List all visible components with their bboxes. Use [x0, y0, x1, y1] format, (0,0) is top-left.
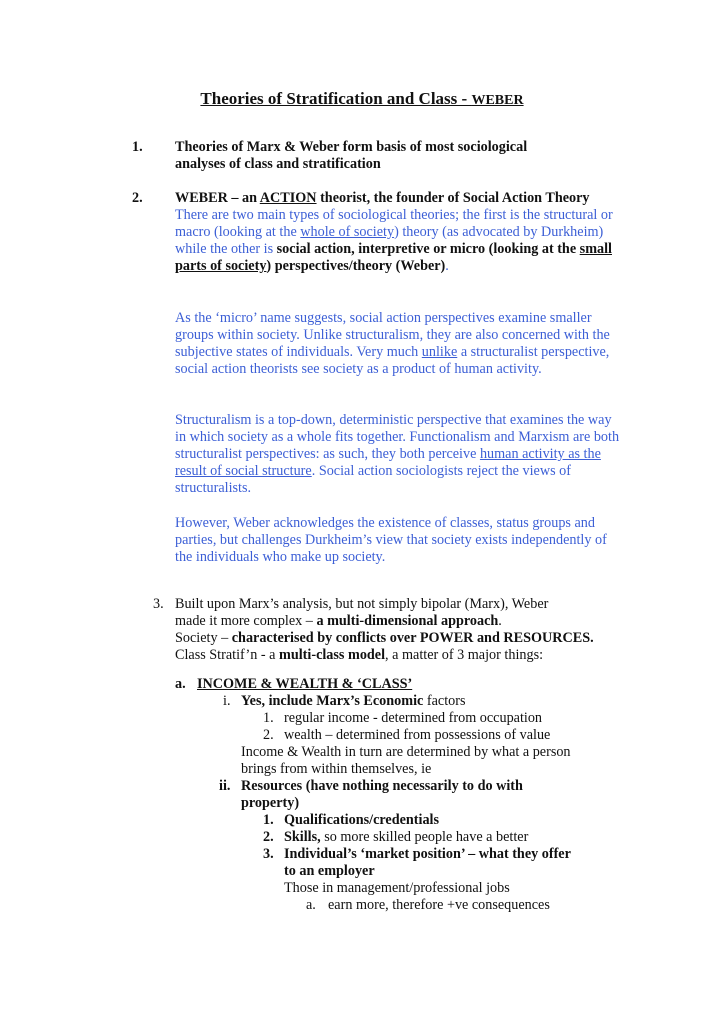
sub-ii-number: ii.	[219, 778, 231, 794]
p1-bold-a: social action, interpretive or micro (looking at the	[276, 241, 580, 257]
sub-i-para-2: brings from within themselves, ie	[241, 761, 432, 777]
item-1-line-2: analyses of class and stratification	[175, 156, 381, 172]
sub-ii-line-2: property)	[241, 795, 300, 811]
item-3-line-1: Built upon Marx’s analysis, but not simply bipolar (Marx), Weber	[175, 596, 549, 612]
sub-i-rest: factors	[423, 693, 466, 709]
title-main: Theories of Stratification and Class -	[200, 89, 472, 108]
p3-a: Structuralism is a top-down, deterministic perspective that examines the way in which society as a whole fits together. Functionalism and Marxism are both structuralist perspectives: as such, they both perceive	[175, 412, 620, 462]
l2-c: .	[498, 613, 502, 629]
p1-a: There are two main types of sociological theories; the first is the structural or macro (looking at the	[175, 207, 613, 240]
sub-i-bold: Yes, include Marx’s Economic	[241, 693, 424, 709]
sub-ii-1-text: Qualifications/credentials	[284, 812, 440, 828]
sub-ii-2-rest: so more skilled people have a better	[320, 829, 529, 845]
sub-ii-2-text	[284, 829, 528, 846]
sub-i-2-text: wealth – determined from possessions of value	[284, 727, 551, 743]
sub-i-2-number: 2.	[263, 727, 274, 743]
item-2-heading-a: WEBER – an	[175, 190, 260, 206]
l4-a: Class Stratif’n - a	[175, 647, 280, 663]
title-sub: WEBER	[471, 93, 524, 108]
sub-ii-3-line-1: Individual’s ‘market position’ – what they offer	[284, 846, 571, 862]
sub-ii-1-number: 1.	[263, 812, 274, 828]
sub-i-1-number: 1.	[263, 710, 274, 726]
sub-ii-text	[241, 778, 523, 812]
p2-a: As the ‘micro’ name suggests, social action perspectives examine smaller groups within society. Unlike structuralism, they are also concerned with the subjective states of individuals. Very much	[175, 310, 610, 360]
p3-b: . Social action sociologists reject the views of structuralists.	[175, 463, 571, 496]
sub-ii-3-a-text: earn more, therefore +ve consequences	[328, 897, 550, 913]
p2-b: a structuralist perspective, social action theorists see society as a product of human activity.	[175, 344, 610, 377]
item-3-line-2	[175, 613, 645, 630]
item-2-paragraph-3	[175, 412, 623, 497]
item-1-line-1: Theories of Marx & Weber form basis of most sociological	[175, 139, 528, 155]
item-3-line-4	[175, 647, 645, 664]
sub-ii-2-bold: Skills,	[284, 829, 321, 845]
section-a-title: INCOME & WEALTH & ‘CLASS’	[197, 676, 413, 692]
p1-small-parts: small parts of society	[175, 241, 612, 274]
item-3-text	[175, 596, 645, 664]
sub-ii-3-text	[284, 846, 571, 880]
p1-b: ) theory (as advocated by Durkheim) while the other is	[175, 224, 604, 257]
item-2-heading	[175, 190, 645, 207]
item-2-paragraph-4: However, Weber acknowledges the existence of classes, status groups and parties, but challenges Durkheim’s view that society exists independently of the individuals who make up society.	[175, 515, 607, 565]
l3-a: Society –	[175, 630, 232, 646]
item-2-number: 2.	[132, 190, 143, 206]
sub-i-para-1: Income & Wealth in turn are determined by what a person	[241, 744, 571, 760]
l2-a: made it more complex –	[175, 613, 317, 629]
sub-i-paragraph	[241, 744, 571, 778]
sub-ii-2-number: 2.	[263, 829, 274, 845]
item-2-paragraph-1	[175, 207, 617, 275]
l4-c: , a matter of 3 major things:	[385, 647, 544, 663]
item-2-heading-b: theorist, the founder of Social Action Theory	[316, 190, 590, 206]
p2-unlike: unlike	[421, 344, 458, 360]
page-title	[0, 90, 724, 109]
sub-i-text	[241, 693, 465, 710]
l3-b: characterised by conflicts over POWER and RESOURCES.	[231, 630, 594, 646]
sub-i-number: i.	[223, 693, 231, 709]
item-2-paragraph-2	[175, 310, 617, 378]
item-1-text	[175, 139, 645, 173]
p3-underlined: human activity as the result of social structure	[175, 446, 601, 479]
sub-i-1-text: regular income - determined from occupation	[284, 710, 543, 726]
item-1-number: 1.	[132, 139, 143, 155]
section-a-label: a.	[175, 676, 186, 692]
p1-whole-of-society: whole of society	[300, 224, 395, 240]
sub-ii-3-paragraph: Those in management/professional jobs	[284, 880, 510, 896]
sub-ii-3-a-number: a.	[306, 897, 316, 913]
item-3-number: 3.	[153, 596, 164, 612]
p1-bold-b: ) perspectives/theory (Weber)	[266, 258, 446, 274]
action-underlined: ACTION	[259, 190, 317, 206]
sub-ii-3-line-2: to an employer	[284, 863, 375, 879]
l4-b: multi-class model	[279, 647, 386, 663]
sub-ii-line-1: Resources (have nothing necessarily to do with	[241, 778, 523, 794]
sub-ii-3-number: 3.	[263, 846, 274, 862]
item-3-line-3	[175, 630, 645, 647]
p1-end: .	[445, 258, 449, 274]
l2-b: a multi-dimensional approach	[316, 613, 499, 629]
